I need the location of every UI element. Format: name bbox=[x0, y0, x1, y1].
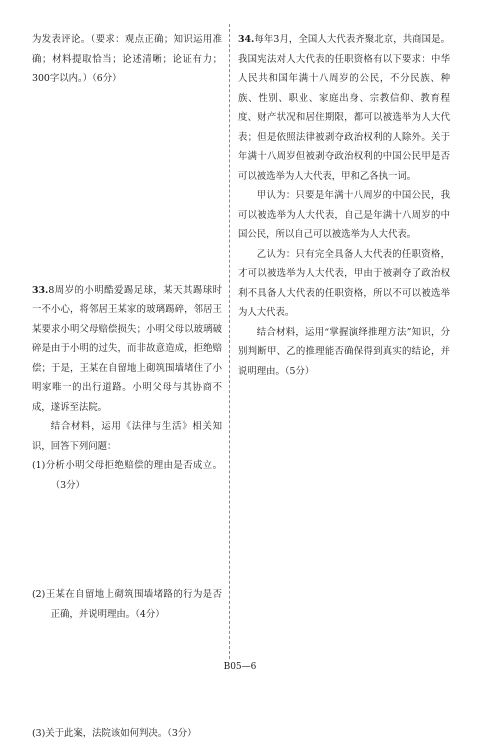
question-33 bbox=[32, 281, 222, 744]
right-column bbox=[238, 30, 450, 381]
question-34-jia: 甲认为：只要是年满十八周岁的中国公民，我可以被选举为人大代表，自己是年满十八周岁的中国公民，所以自己可以被选举为人大代表。 bbox=[238, 190, 450, 240]
column-divider bbox=[229, 24, 230, 659]
question-33-sub3: (3)关于此案，法院该如何判决。（3分） bbox=[32, 728, 197, 739]
previous-question-tail: 为发表评论。（要求：观点正确；知识运用准确；材料提取恰当；论述清晰；论证有力；300字以内。）（6分） bbox=[32, 34, 222, 84]
left-column bbox=[32, 30, 222, 744]
question-33-number: 33. bbox=[32, 284, 49, 296]
question-34-text: 每年3月，全国人大代表齐聚北京，共商国是。我国宪法对人大代表的任职资格有以下要求：中华人民共和国年满十八周岁的公民，不分民族、种族、性别、职业、家庭出身、宗教信仰、教育程度、财产状况和居住期限，都可以被选举为人大代表；但是依照法律被剥夺政治权利的人除外。关于年满十八周岁但被剥夺政治权利的中国公民甲是否可以被选举为人大代表，甲和乙各执一词。 bbox=[238, 34, 450, 182]
question-33-sub2: (2)王某在自留地上砌筑围墙堵路的行为是否正确，并说明理由。（4分） bbox=[32, 589, 222, 620]
question-34-task: 结合材料，运用“掌握演绎推理方法”知识，分别判断甲、乙的推理能否确保得到真实的结论，并说明理由。（5分） bbox=[238, 326, 450, 377]
question-33-text: 8周岁的小明酷爱踢足球，某天其踢球时一不小心，将邻居王某家的玻璃踢碎，邻居王某要求小明父母赔偿损失；小明父母以玻璃破碎是由于小明的过失，而非故意造成，拒绝赔偿；于是，王某在自留地上砌筑围墙堵住了小明家唯一的出行道路。小明父母与其协商不成，遂诉至法院。 bbox=[32, 284, 222, 413]
page-number: B05—6 bbox=[223, 662, 257, 672]
question-33-stem bbox=[32, 281, 222, 418]
question-34-number: 34. bbox=[238, 34, 255, 45]
question-34-stem bbox=[238, 30, 450, 186]
question-33-instruction: 结合材料，运用《法律与生活》相关知识，回答下列问题： bbox=[32, 421, 222, 452]
question-34 bbox=[238, 30, 450, 381]
question-33-sub1: (1)分析小明父母拒绝赔偿的理由是否成立。（3分） bbox=[32, 460, 222, 491]
question-34-yi: 乙认为：只有完全具备人大代表的任职资格，才可以被选举为人大代表，甲由于被剥夺了政治权利不具备人大代表的任职资格，所以不可以被选举为人大代表。 bbox=[238, 248, 450, 318]
